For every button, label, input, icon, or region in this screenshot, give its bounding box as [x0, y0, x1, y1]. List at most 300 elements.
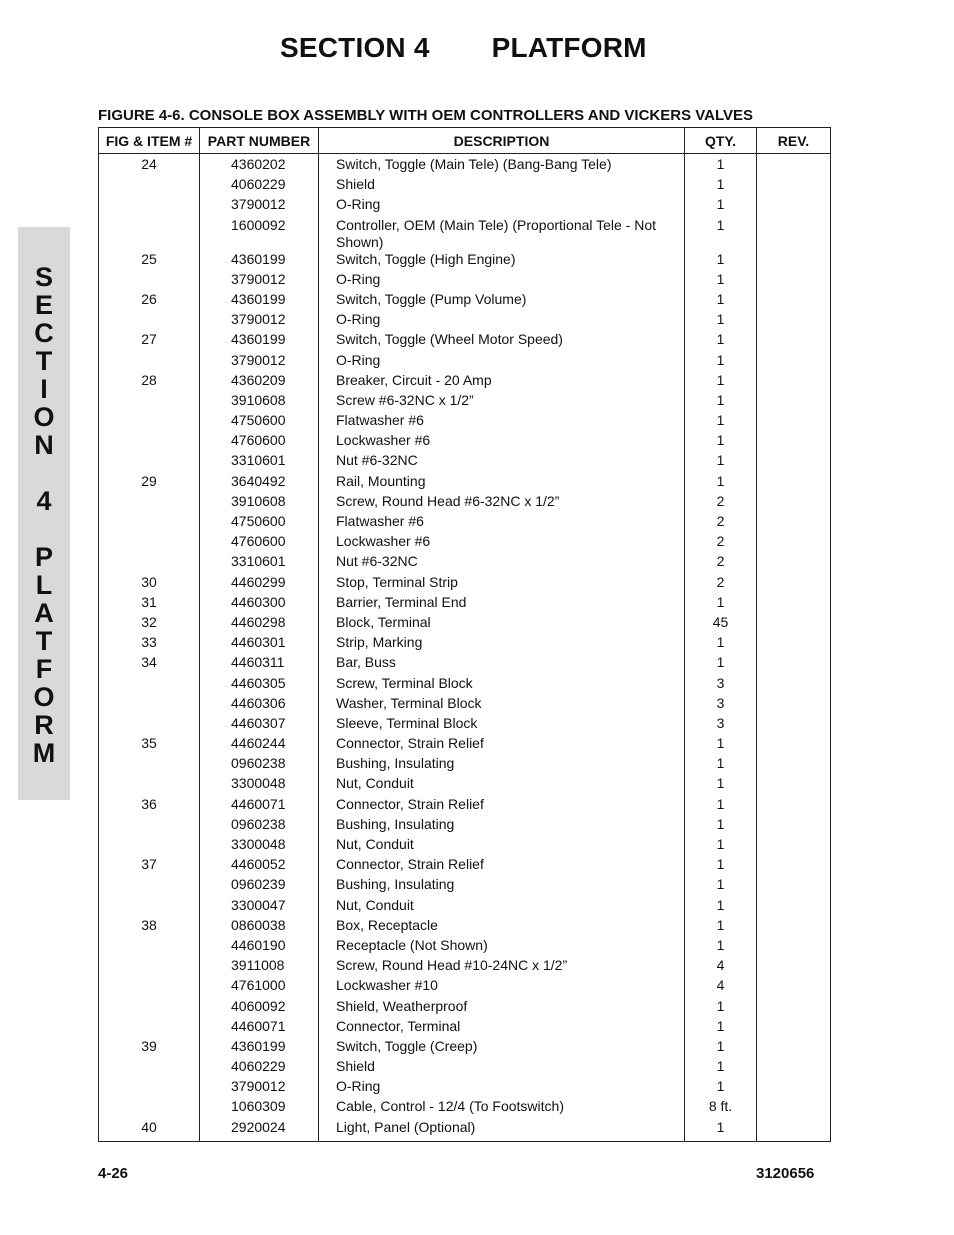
table-row [99, 574, 831, 594]
cell-rev [757, 432, 831, 452]
table-row [99, 634, 831, 654]
table-row [99, 311, 831, 331]
cell-description: O-Ring [319, 271, 685, 291]
side-tab-letter: C [34, 318, 54, 348]
cell-description: Switch, Toggle (Wheel Motor Speed) [319, 331, 685, 351]
cell-fig-item [99, 775, 200, 795]
cell-fig-item: 30 [99, 574, 200, 594]
cell-description: Nut #6-32NC [319, 452, 685, 472]
table-row [99, 977, 831, 997]
cell-fig-item [99, 513, 200, 533]
table-row [99, 614, 831, 634]
cell-part-number: 2920024 [200, 1119, 319, 1142]
cell-part-number: 4460052 [200, 856, 319, 876]
cell-fig-item [99, 755, 200, 775]
cell-qty: 2 [685, 574, 757, 594]
cell-fig-item [99, 998, 200, 1018]
cell-qty: 1 [685, 796, 757, 816]
page-number: 4-26 [98, 1165, 129, 1182]
cell-rev [757, 493, 831, 513]
table-row [99, 372, 831, 392]
cell-rev [757, 372, 831, 392]
table-row [99, 1038, 831, 1058]
cell-part-number: 4360199 [200, 1038, 319, 1058]
cell-part-number: 4761000 [200, 977, 319, 997]
side-tab-letter: E [34, 290, 53, 320]
column-header-qty: QTY. [685, 128, 757, 154]
table-row [99, 452, 831, 472]
cell-part-number: 3310601 [200, 553, 319, 573]
cell-fig-item: 27 [99, 331, 200, 351]
cell-part-number: 4360209 [200, 372, 319, 392]
cell-qty: 1 [685, 1119, 757, 1142]
cell-rev [757, 735, 831, 755]
cell-part-number: 3790012 [200, 271, 319, 291]
cell-part-number: 4360199 [200, 291, 319, 311]
cell-description: Bushing, Insulating [319, 816, 685, 836]
table-row [99, 1098, 831, 1118]
cell-description: O-Ring [319, 1078, 685, 1098]
cell-rev [757, 775, 831, 795]
cell-fig-item [99, 957, 200, 977]
cell-fig-item [99, 553, 200, 573]
cell-fig-item [99, 352, 200, 372]
cell-qty: 1 [685, 856, 757, 876]
column-header-rev: REV. [757, 128, 831, 154]
cell-qty: 1 [685, 291, 757, 311]
cell-part-number: 4460311 [200, 654, 319, 674]
cell-fig-item [99, 1058, 200, 1078]
cell-part-number: 4460305 [200, 675, 319, 695]
cell-qty: 45 [685, 614, 757, 634]
cell-description: Stop, Terminal Strip [319, 574, 685, 594]
side-tab-letter: O [33, 402, 55, 432]
cell-rev [757, 1119, 831, 1142]
cell-qty: 1 [685, 897, 757, 917]
table-row [99, 876, 831, 896]
cell-description: Screw, Round Head #6-32NC x 1/2” [319, 493, 685, 513]
cell-part-number: 3911008 [200, 957, 319, 977]
cell-part-number: 4360202 [200, 154, 319, 177]
cell-fig-item: 37 [99, 856, 200, 876]
cell-fig-item: 38 [99, 917, 200, 937]
cell-rev [757, 1018, 831, 1038]
cell-fig-item: 33 [99, 634, 200, 654]
table-row [99, 897, 831, 917]
table-row [99, 594, 831, 614]
cell-part-number: 3790012 [200, 311, 319, 331]
table-row [99, 331, 831, 351]
cell-qty: 1 [685, 473, 757, 493]
parts-table [98, 127, 831, 1142]
cell-fig-item [99, 533, 200, 553]
cell-rev [757, 614, 831, 634]
cell-qty: 1 [685, 634, 757, 654]
table-row [99, 937, 831, 957]
cell-qty: 1 [685, 755, 757, 775]
cell-description: Rail, Mounting [319, 473, 685, 493]
cell-description: O-Ring [319, 311, 685, 331]
cell-qty: 1 [685, 372, 757, 392]
side-tab-letter: 4 [36, 486, 52, 516]
side-tab-letter: F [35, 654, 53, 684]
table-row [99, 998, 831, 1018]
column-header-description: DESCRIPTION [319, 128, 685, 154]
cell-qty: 2 [685, 553, 757, 573]
table-row [99, 1119, 831, 1142]
cell-fig-item: 31 [99, 594, 200, 614]
side-tab-letter: A [34, 598, 54, 628]
cell-rev [757, 1038, 831, 1058]
table-row [99, 1078, 831, 1098]
cell-description: Shield [319, 176, 685, 196]
table-row [99, 217, 831, 251]
cell-fig-item [99, 816, 200, 836]
cell-fig-item [99, 176, 200, 196]
cell-description: Shield, Weatherproof [319, 998, 685, 1018]
cell-fig-item: 26 [99, 291, 200, 311]
cell-part-number: 3910608 [200, 493, 319, 513]
cell-rev [757, 917, 831, 937]
cell-rev [757, 271, 831, 291]
cell-part-number: 4460307 [200, 715, 319, 735]
table-row [99, 1058, 831, 1078]
table-row [99, 154, 831, 177]
cell-rev [757, 634, 831, 654]
cell-description: Lockwasher #6 [319, 432, 685, 452]
table-row [99, 675, 831, 695]
cell-fig-item [99, 1018, 200, 1038]
table-row [99, 856, 831, 876]
cell-rev [757, 1058, 831, 1078]
cell-fig-item [99, 897, 200, 917]
cell-rev [757, 695, 831, 715]
cell-rev [757, 392, 831, 412]
cell-part-number: 0960238 [200, 755, 319, 775]
cell-rev [757, 654, 831, 674]
cell-description: Flatwasher #6 [319, 513, 685, 533]
side-tab-letter: S [34, 262, 53, 292]
cell-fig-item: 28 [99, 372, 200, 392]
cell-part-number: 3790012 [200, 1078, 319, 1098]
table-row [99, 271, 831, 291]
cell-rev [757, 1098, 831, 1118]
cell-rev [757, 816, 831, 836]
cell-qty: 1 [685, 876, 757, 896]
cell-rev [757, 998, 831, 1018]
cell-description: Switch, Toggle (Pump Volume) [319, 291, 685, 311]
cell-fig-item: 40 [99, 1119, 200, 1142]
cell-part-number: 0960238 [200, 816, 319, 836]
cell-qty: 1 [685, 311, 757, 331]
table-row [99, 473, 831, 493]
cell-fig-item [99, 432, 200, 452]
cell-qty: 1 [685, 176, 757, 196]
cell-qty: 2 [685, 533, 757, 553]
cell-description: Nut, Conduit [319, 897, 685, 917]
table-row [99, 412, 831, 432]
cell-fig-item [99, 196, 200, 216]
cell-fig-item [99, 1098, 200, 1118]
cell-qty: 1 [685, 392, 757, 412]
cell-description: Switch, Toggle (Creep) [319, 1038, 685, 1058]
side-tab-letter: O [33, 682, 55, 712]
table-row [99, 816, 831, 836]
cell-description: Receptacle (Not Shown) [319, 937, 685, 957]
cell-description: Box, Receptacle [319, 917, 685, 937]
cell-rev [757, 1078, 831, 1098]
cell-qty: 1 [685, 271, 757, 291]
cell-description: Breaker, Circuit - 20 Amp [319, 372, 685, 392]
cell-part-number: 4060092 [200, 998, 319, 1018]
side-tab-letter: T [35, 346, 53, 376]
cell-description: Nut, Conduit [319, 775, 685, 795]
cell-qty: 1 [685, 331, 757, 351]
cell-fig-item: 25 [99, 251, 200, 271]
cell-description: Controller, OEM (Main Tele) (Proportional Tele - Not Shown) [319, 217, 685, 251]
cell-qty: 2 [685, 513, 757, 533]
cell-description: Light, Panel (Optional) [319, 1119, 685, 1142]
cell-part-number: 3790012 [200, 352, 319, 372]
cell-part-number: 4460244 [200, 735, 319, 755]
cell-fig-item: 29 [99, 473, 200, 493]
cell-part-number: 0860038 [200, 917, 319, 937]
cell-description: Block, Terminal [319, 614, 685, 634]
cell-qty: 3 [685, 695, 757, 715]
cell-qty: 1 [685, 217, 757, 251]
cell-part-number: 4460301 [200, 634, 319, 654]
cell-fig-item [99, 217, 200, 251]
cell-part-number: 4750600 [200, 513, 319, 533]
cell-rev [757, 796, 831, 816]
cell-part-number: 4760600 [200, 533, 319, 553]
cell-description: Screw, Round Head #10-24NC x 1/2” [319, 957, 685, 977]
column-header-part-number: PART NUMBER [200, 128, 319, 154]
cell-part-number: 4750600 [200, 412, 319, 432]
cell-qty: 3 [685, 715, 757, 735]
cell-rev [757, 574, 831, 594]
cell-qty: 1 [685, 917, 757, 937]
table-row [99, 291, 831, 311]
cell-fig-item: 24 [99, 154, 200, 177]
cell-rev [757, 311, 831, 331]
cell-description: Connector, Terminal [319, 1018, 685, 1038]
cell-part-number: 4760600 [200, 432, 319, 452]
cell-fig-item [99, 412, 200, 432]
cell-description: Sleeve, Terminal Block [319, 715, 685, 735]
table-row [99, 553, 831, 573]
table-row [99, 735, 831, 755]
cell-fig-item [99, 452, 200, 472]
cell-fig-item: 35 [99, 735, 200, 755]
cell-fig-item: 34 [99, 654, 200, 674]
cell-rev [757, 251, 831, 271]
cell-part-number: 1060309 [200, 1098, 319, 1118]
cell-fig-item [99, 392, 200, 412]
cell-qty: 4 [685, 957, 757, 977]
cell-qty: 1 [685, 594, 757, 614]
cell-qty: 1 [685, 452, 757, 472]
cell-qty: 1 [685, 251, 757, 271]
cell-rev [757, 412, 831, 432]
table-row [99, 392, 831, 412]
cell-qty: 1 [685, 816, 757, 836]
table-row [99, 493, 831, 513]
cell-qty: 1 [685, 432, 757, 452]
cell-rev [757, 675, 831, 695]
cell-fig-item [99, 675, 200, 695]
cell-part-number: 3910608 [200, 392, 319, 412]
cell-rev [757, 291, 831, 311]
cell-fig-item [99, 937, 200, 957]
cell-description: O-Ring [319, 352, 685, 372]
cell-part-number: 3300048 [200, 836, 319, 856]
cell-qty: 1 [685, 836, 757, 856]
table-row [99, 715, 831, 735]
cell-rev [757, 856, 831, 876]
cell-fig-item [99, 311, 200, 331]
cell-qty: 1 [685, 1058, 757, 1078]
cell-description: Barrier, Terminal End [319, 594, 685, 614]
table-row [99, 176, 831, 196]
cell-fig-item: 36 [99, 796, 200, 816]
cell-part-number: 4360199 [200, 331, 319, 351]
side-tab-letter: I [40, 374, 48, 404]
table-row [99, 251, 831, 271]
cell-rev [757, 897, 831, 917]
cell-qty: 1 [685, 1078, 757, 1098]
cell-description: Nut #6-32NC [319, 553, 685, 573]
cell-rev [757, 176, 831, 196]
table-row [99, 513, 831, 533]
cell-description: O-Ring [319, 196, 685, 216]
section-label: SECTION 4 [280, 32, 430, 63]
side-tab-letter: M [32, 738, 56, 768]
cell-rev [757, 533, 831, 553]
cell-qty: 1 [685, 775, 757, 795]
cell-part-number: 4460299 [200, 574, 319, 594]
cell-description: Flatwasher #6 [319, 412, 685, 432]
table-row [99, 196, 831, 216]
cell-rev [757, 594, 831, 614]
cell-fig-item [99, 876, 200, 896]
cell-description: Screw, Terminal Block [319, 675, 685, 695]
cell-part-number: 3790012 [200, 196, 319, 216]
cell-description: Lockwasher #10 [319, 977, 685, 997]
cell-qty: 8 ft. [685, 1098, 757, 1118]
cell-rev [757, 937, 831, 957]
table-row [99, 917, 831, 937]
cell-qty: 1 [685, 654, 757, 674]
cell-part-number: 4460071 [200, 1018, 319, 1038]
section-title: PLATFORM [491, 32, 647, 63]
figure-title: FIGURE 4-6. CONSOLE BOX ASSEMBLY WITH OEM CONTROLLERS AND VICKERS VALVES [98, 107, 754, 124]
table-row [99, 1018, 831, 1038]
document-number: 3120656 [756, 1165, 815, 1182]
cell-rev [757, 876, 831, 896]
cell-qty: 4 [685, 977, 757, 997]
cell-fig-item [99, 977, 200, 997]
cell-rev [757, 755, 831, 775]
cell-part-number: 1600092 [200, 217, 319, 251]
side-tab-letter: T [35, 626, 53, 656]
cell-description: Bar, Buss [319, 654, 685, 674]
cell-part-number: 3300047 [200, 897, 319, 917]
cell-qty: 1 [685, 1038, 757, 1058]
column-header-fig-item: FIG & ITEM # [99, 128, 200, 154]
cell-fig-item: 32 [99, 614, 200, 634]
cell-part-number: 0960239 [200, 876, 319, 896]
cell-rev [757, 352, 831, 372]
side-tab-letter: R [34, 710, 54, 740]
cell-rev [757, 331, 831, 351]
cell-fig-item [99, 1078, 200, 1098]
table-row [99, 796, 831, 816]
cell-description: Connector, Strain Relief [319, 796, 685, 816]
cell-qty: 1 [685, 998, 757, 1018]
cell-rev [757, 957, 831, 977]
cell-qty: 1 [685, 154, 757, 177]
table-row [99, 755, 831, 775]
cell-description: Connector, Strain Relief [319, 735, 685, 755]
cell-qty: 3 [685, 675, 757, 695]
table-row [99, 836, 831, 856]
table-row [99, 352, 831, 372]
table-row [99, 533, 831, 553]
cell-part-number: 3310601 [200, 452, 319, 472]
page-header [280, 32, 647, 64]
cell-rev [757, 836, 831, 856]
cell-description: Bushing, Insulating [319, 876, 685, 896]
cell-description: Cable, Control - 12/4 (To Footswitch) [319, 1098, 685, 1118]
table-row [99, 695, 831, 715]
cell-qty: 1 [685, 412, 757, 432]
cell-part-number: 4460306 [200, 695, 319, 715]
table-row [99, 775, 831, 795]
cell-description: Shield [319, 1058, 685, 1078]
side-tab-letter: N [34, 430, 54, 460]
cell-description: Lockwasher #6 [319, 533, 685, 553]
cell-description: Strip, Marking [319, 634, 685, 654]
cell-part-number: 4060229 [200, 1058, 319, 1078]
cell-qty: 2 [685, 493, 757, 513]
side-tab-letter: L [35, 570, 53, 600]
cell-description: Nut, Conduit [319, 836, 685, 856]
cell-description: Washer, Terminal Block [319, 695, 685, 715]
cell-qty: 1 [685, 735, 757, 755]
side-tab-letter: P [34, 542, 53, 572]
cell-rev [757, 977, 831, 997]
cell-description: Connector, Strain Relief [319, 856, 685, 876]
table-row [99, 432, 831, 452]
cell-part-number: 4460190 [200, 937, 319, 957]
cell-rev [757, 217, 831, 251]
cell-fig-item [99, 695, 200, 715]
cell-part-number: 4360199 [200, 251, 319, 271]
cell-fig-item [99, 715, 200, 735]
cell-description: Switch, Toggle (High Engine) [319, 251, 685, 271]
table-row [99, 654, 831, 674]
cell-qty: 1 [685, 1018, 757, 1038]
cell-rev [757, 513, 831, 533]
cell-description: Screw #6-32NC x 1/2” [319, 392, 685, 412]
cell-rev [757, 473, 831, 493]
cell-fig-item [99, 836, 200, 856]
cell-part-number: 4060229 [200, 176, 319, 196]
cell-part-number: 3300048 [200, 775, 319, 795]
cell-part-number: 4460298 [200, 614, 319, 634]
cell-rev [757, 154, 831, 177]
